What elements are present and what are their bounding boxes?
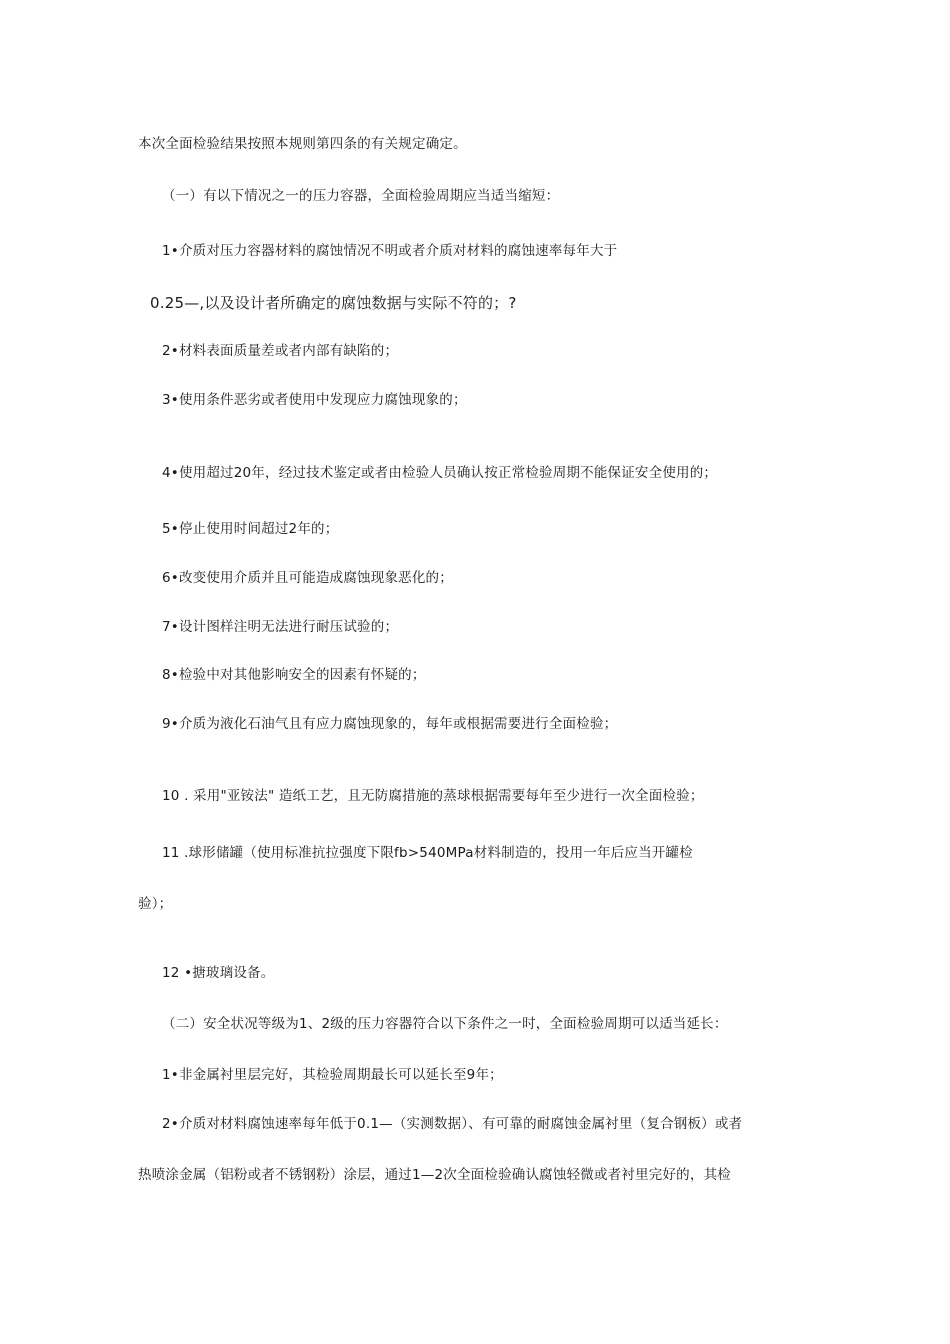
list-item: 6•改变使用介质并且可能造成腐蚀现象恶化的；	[162, 570, 453, 586]
list-item-continuation: 0.25—,以及设计者所确定的腐蚀数据与实际不符的；?	[150, 294, 517, 312]
section-heading: （一）有以下情况之一的压力容器，全面检验周期应当适当缩短：	[162, 188, 560, 204]
section-heading: （二）安全状况等级为1、2级的压力容器符合以下条件之一时，全面检验周期可以适当延长：	[162, 1016, 728, 1032]
list-item: 12 •搪玻璃设备。	[162, 965, 275, 981]
list-item: 9•介质为液化石油气且有应力腐蚀现象的，每年或根据需要进行全面检验；	[162, 716, 618, 732]
list-item: 2•介质对材料腐蚀速率每年低于0.1—（实测数据）、有可靠的耐腐蚀金属衬里（复合钢板）或者	[162, 1116, 743, 1132]
list-item-continuation: 热喷涂金属（铝粉或者不锈钢粉）涂层，通过1—2次全面检验确认腐蚀轻微或者衬里完好的，其检	[138, 1167, 731, 1183]
list-item-continuation: 验）；	[138, 896, 173, 912]
list-item: 7•设计图样注明无法进行耐压试验的；	[162, 619, 399, 635]
paragraph-line: 本次全面检验结果按照本规则第四条的有关规定确定。	[138, 136, 467, 152]
list-item: 11 .球形储罐（使用标准抗拉强度下限fb>540MPa材料制造的，投用一年后应当开罐检	[162, 845, 693, 861]
list-item: 2•材料表面质量差或者内部有缺陷的；	[162, 343, 399, 359]
list-item: 3•使用条件恶劣或者使用中发现应力腐蚀现象的；	[162, 392, 467, 408]
list-item: 5•停止使用时间超过2年的；	[162, 521, 339, 537]
list-item: 1•非金属衬里层完好，其检验周期最长可以延长至9年；	[162, 1067, 503, 1083]
list-item: 4•使用超过20年，经过技术鉴定或者由检验人员确认按正常检验周期不能保证安全使用的；	[162, 465, 718, 481]
list-item: 8•检验中对其他影响安全的因素有怀疑的；	[162, 667, 426, 683]
list-item: 10 . 采用"亚铵法" 造纸工艺，且无防腐措施的蒸球根据需要每年至少进行一次全面检验；	[162, 788, 704, 804]
list-item: 1•介质对压力容器材料的腐蚀情况不明或者介质对材料的腐蚀速率每年大于	[162, 243, 618, 259]
